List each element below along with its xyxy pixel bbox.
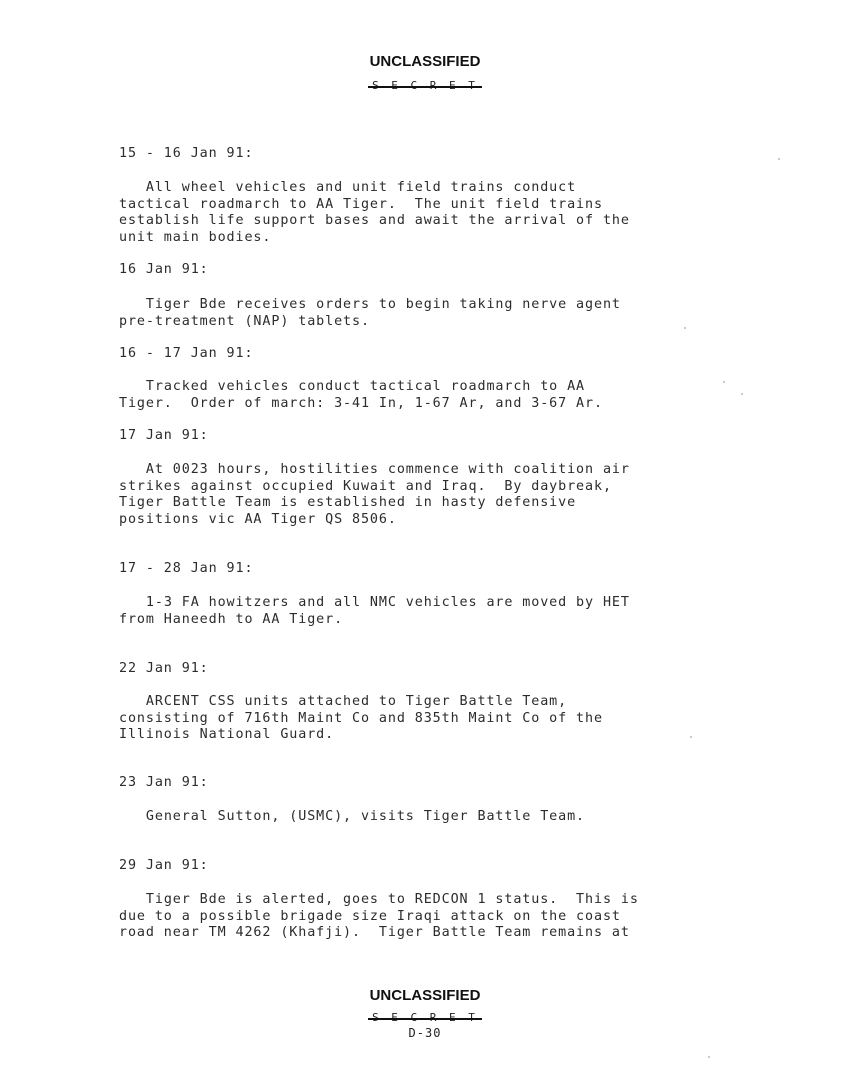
- entry-date: 22 Jan 91:: [119, 661, 209, 676]
- scan-speck: [684, 327, 686, 329]
- header-classification: UNCLASSIFIED: [369, 53, 481, 70]
- entry-text: General Sutton, (USMC), visits Tiger Battle Team.: [119, 809, 586, 824]
- header-struck-text: S E C R E T: [372, 79, 478, 92]
- entry-text: At 0023 hours, hostilities commence with coalition air strikes against occupied Kuwait and Iraq. By daybreak, Tiger Battle Team is established in hasty defensive positions vic AA Tiger QS 8506.: [119, 462, 630, 527]
- entry-date: 16 - 17 Jan 91:: [119, 346, 254, 361]
- entry-text: Tiger Bde is alerted, goes to REDCON 1 status. This is due to a possible brigade size Iraqi attack on the coast road near TM 4262 (Khafji). Tiger Battle Team remains at: [119, 892, 639, 940]
- footer-classification: UNCLASSIFIED: [369, 987, 481, 1004]
- entry-text: ARCENT CSS units attached to Tiger Battle Team, consisting of 716th Maint Co and 835th Maint Co of the Illinois National Guard.: [119, 694, 603, 742]
- scan-speck: [708, 1056, 710, 1058]
- entry-text: Tiger Bde receives orders to begin taking nerve agent pre-treatment (NAP) tablets.: [119, 297, 621, 329]
- entry-date: 29 Jan 91:: [119, 858, 209, 873]
- entry-date: 23 Jan 91:: [119, 775, 209, 790]
- footer-struck-text: S E C R E T: [372, 1011, 478, 1024]
- entry-text: Tracked vehicles conduct tactical roadmarch to AA Tiger. Order of march: 3-41 In, 1-67 Ar, and 3-67 Ar.: [119, 379, 603, 411]
- scan-speck: [778, 158, 780, 160]
- entry-date: 17 Jan 91:: [119, 428, 209, 443]
- entry-date: 15 - 16 Jan 91:: [119, 146, 254, 161]
- scan-speck: [690, 736, 692, 738]
- page-number: D-30: [408, 1026, 442, 1040]
- entry-text: 1-3 FA howitzers and all NMC vehicles are moved by HET from Haneedh to AA Tiger.: [119, 595, 630, 627]
- header-struck-marking: [0, 79, 850, 92]
- footer-struck-marking: [0, 1011, 850, 1024]
- entry-date: 17 - 28 Jan 91:: [119, 561, 254, 576]
- scan-speck: [741, 393, 743, 395]
- entry-text: All wheel vehicles and unit field trains conduct tactical roadmarch to AA Tiger. The unit field trains establish life support bases and await the arrival of the unit main bodies.: [119, 180, 630, 245]
- scan-speck: [723, 381, 725, 383]
- entry-date: 16 Jan 91:: [119, 262, 209, 277]
